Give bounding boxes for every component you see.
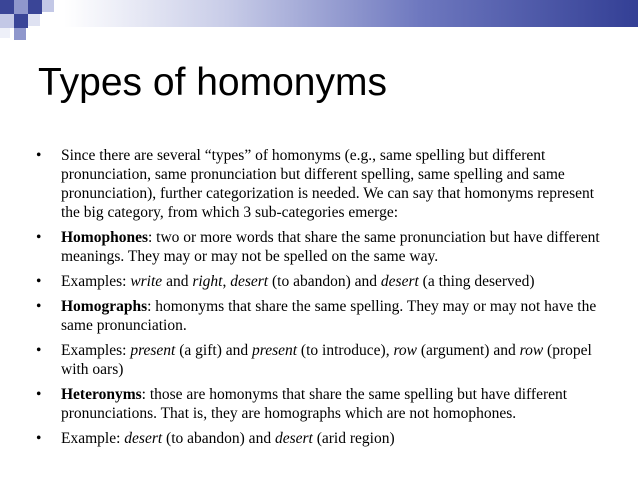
bullet-text: (propel with oars) — [61, 342, 592, 378]
example-word: right — [192, 273, 223, 290]
header-gradient-bar — [64, 0, 638, 27]
bullet-text: and — [162, 273, 193, 290]
decorative-square — [14, 28, 26, 40]
bullet-text: (a gift) and — [175, 342, 252, 359]
decorative-square — [28, 14, 40, 26]
bullet-item — [36, 272, 616, 291]
bullet-icon: • — [36, 342, 42, 359]
decorative-square — [0, 28, 10, 38]
bullet-text: : homonyms that share the same spelling. They may or may not have the same pronunciation. — [61, 298, 597, 334]
example-word: desert — [124, 430, 163, 447]
term-label: Homographs — [61, 298, 148, 315]
bullet-text: Since there are several “types” of homonyms (e.g., same spelling but different pronunciation, same pronunciation but different spelling, same spelling and same pronunciation), further categorization is needed. We can say that homonyms represent the big category, from which 3 sub-categories emerge: — [61, 147, 595, 221]
bullet-text: : two or more words that share the same pronunciation but have different meanings. They may or may not be spelled on the same way. — [61, 229, 600, 265]
example-word: present — [251, 342, 298, 359]
bullet-item — [36, 228, 616, 266]
bullet-item — [36, 341, 616, 379]
bullet-text: Example: — [61, 430, 125, 447]
bullet-text: (to abandon) and — [268, 273, 381, 290]
bullet-text: Examples: — [61, 342, 131, 359]
bullet-text: , — [222, 273, 231, 290]
bullet-item — [36, 297, 616, 335]
bullet-icon: • — [36, 229, 42, 246]
bullet-text: (to abandon) and — [162, 430, 275, 447]
bullet-icon: • — [36, 430, 42, 447]
decorative-square — [14, 0, 28, 14]
bullet-text: (arid region) — [312, 430, 395, 447]
decorative-square — [28, 0, 42, 14]
slide-title: Types of homonyms — [38, 61, 387, 104]
term-label: Homophones — [61, 229, 148, 246]
header-decoration — [0, 0, 638, 42]
example-word: desert — [380, 273, 419, 290]
decorative-square — [0, 0, 14, 14]
decorative-square — [14, 14, 28, 28]
decorative-square — [0, 14, 14, 28]
bullet-item — [36, 385, 616, 423]
bullet-list — [36, 146, 616, 454]
bullet-icon: • — [36, 147, 42, 164]
bullet-text: (a thing deserved) — [418, 273, 535, 290]
decorative-square — [42, 0, 54, 12]
example-word: row — [519, 342, 544, 359]
bullet-item — [36, 429, 616, 448]
bullet-text: Examples: — [61, 273, 131, 290]
bullet-text: (to introduce), — [297, 342, 394, 359]
bullet-icon: • — [36, 298, 42, 315]
bullet-text: (argument) and — [417, 342, 520, 359]
example-word: desert — [230, 273, 269, 290]
example-word: present — [130, 342, 176, 359]
bullet-icon: • — [36, 386, 42, 403]
bullet-text: : those are homonyms that share the same spelling but have different pronunciations. That is, they are homographs which are not homophones. — [61, 386, 568, 422]
bullet-item — [36, 146, 616, 222]
example-word: row — [393, 342, 418, 359]
example-word: write — [130, 273, 163, 290]
bullet-icon: • — [36, 273, 42, 290]
example-word: desert — [274, 430, 313, 447]
term-label: Heteronyms — [61, 386, 142, 403]
